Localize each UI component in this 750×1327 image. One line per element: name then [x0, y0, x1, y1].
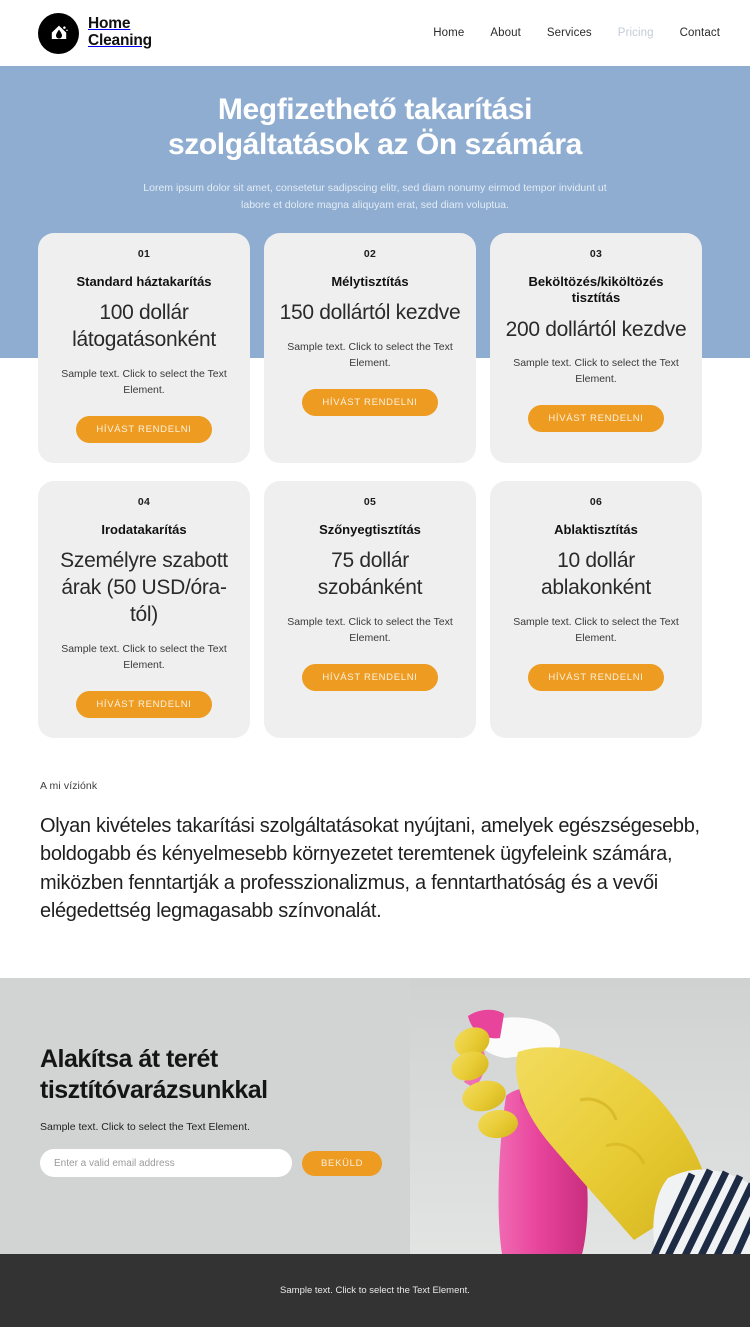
logo-text-line2: Cleaning [88, 32, 152, 49]
card-title: Beköltözés/kiköltözés tisztítás [528, 274, 664, 306]
card-number: 02 [363, 248, 377, 260]
nav-item-services[interactable]: Services [546, 27, 592, 39]
card-description: Sample text. Click to select the Text Element. [61, 368, 227, 396]
card-number: 06 [589, 495, 603, 508]
pricing-card [264, 481, 476, 738]
main-navigation [433, 27, 720, 39]
house-droplet-logo-icon [38, 13, 79, 54]
site-footer [0, 1254, 750, 1327]
order-call-button[interactable]: HÍVÁST RENDELNI [302, 664, 437, 691]
card-title: Standard háztakarítás [76, 274, 212, 289]
cta-title: Alakítsa át terét tisztítóvarázsunkkal [40, 1045, 268, 1104]
card-description: Sample text. Click to select the Text Element. [513, 357, 679, 386]
nav-item-pricing[interactable]: Pricing [617, 27, 654, 39]
nav-item-home[interactable]: Home [433, 27, 465, 39]
cta-section [0, 978, 750, 1254]
footer-text: Sample text. Click to select the Text Element. [280, 1285, 470, 1296]
card-price: 150 dollártól kezdve [279, 301, 461, 325]
card-number: 04 [137, 495, 151, 508]
logo-text [88, 16, 152, 49]
card-title: Mélytisztítás [331, 274, 409, 289]
card-description: Sample text. Click to select the Text Element. [287, 341, 453, 370]
order-call-button[interactable]: HÍVÁST RENDELNI [302, 389, 437, 416]
card-price: 10 dollár ablakonként [541, 549, 651, 600]
logo-text-line1: Home [88, 15, 131, 33]
order-call-button[interactable]: HÍVÁST RENDELNI [76, 416, 211, 443]
newsletter-form [40, 1149, 430, 1177]
card-title: Irodatakarítás [101, 521, 187, 537]
card-price: 100 dollár látogatásonként [72, 301, 216, 352]
card-title: Ablaktisztítás [554, 521, 638, 537]
pricing-card [38, 481, 250, 738]
nav-item-contact[interactable]: Contact [679, 27, 720, 39]
pricing-card [490, 481, 702, 738]
nav-item-about[interactable]: About [490, 27, 521, 39]
site-header [0, 0, 750, 66]
card-description: Sample text. Click to select the Text Element. [287, 615, 453, 644]
card-number: 05 [363, 495, 377, 508]
vision-label: A mi víziónk [40, 780, 98, 792]
cta-content [0, 978, 430, 1177]
pricing-cards-grid [0, 233, 750, 738]
order-call-button[interactable]: HÍVÁST RENDELNI [528, 405, 663, 432]
card-description: Sample text. Click to select the Text Element. [61, 642, 227, 671]
spray-bottle-photo [410, 978, 750, 1254]
card-price: Személyre szabott árak (50 USD/óra-tól) [60, 549, 228, 626]
email-field[interactable] [40, 1149, 292, 1177]
card-number: 03 [589, 248, 603, 260]
pricing-card [490, 233, 702, 463]
order-call-button[interactable]: HÍVÁST RENDELNI [528, 664, 663, 691]
order-call-button[interactable]: HÍVÁST RENDELNI [76, 691, 211, 718]
submit-button[interactable]: BEKÜLD [302, 1151, 382, 1176]
vision-statement: Olyan kivételes takarítási szolgáltatásokat nyújtani, amelyek egészségesebb, boldogabb és kényelmesebb környezetet teremtenek ügyfeleink számára, miközben fenntartják a professzionalizmus, a fenntarthatóság és a vevői elégedettség legmagasabb színvonalát. [40, 815, 700, 923]
pricing-card [264, 233, 476, 463]
card-number: 01 [137, 248, 151, 260]
hero-subtitle: Lorem ipsum dolor sit amet, consetetur sadipscing elitr, sed diam nonumy eirmod tempor invidunt ut labore et dolore magna aliquyam erat, sed diam voluptua. [143, 182, 607, 212]
vision-section [0, 780, 750, 926]
card-title: Szőnyegtisztítás [319, 521, 421, 537]
card-price: 200 dollártól kezdve [505, 317, 687, 341]
hero-title: Megfizethető takarítási szolgáltatások az Ön számára [168, 93, 582, 162]
card-price: 75 dollár szobánként [317, 549, 423, 600]
pricing-card [38, 233, 250, 463]
cta-subtitle: Sample text. Click to select the Text Element. [40, 1121, 250, 1133]
card-description: Sample text. Click to select the Text Element. [513, 615, 679, 644]
site-logo[interactable] [38, 13, 152, 54]
